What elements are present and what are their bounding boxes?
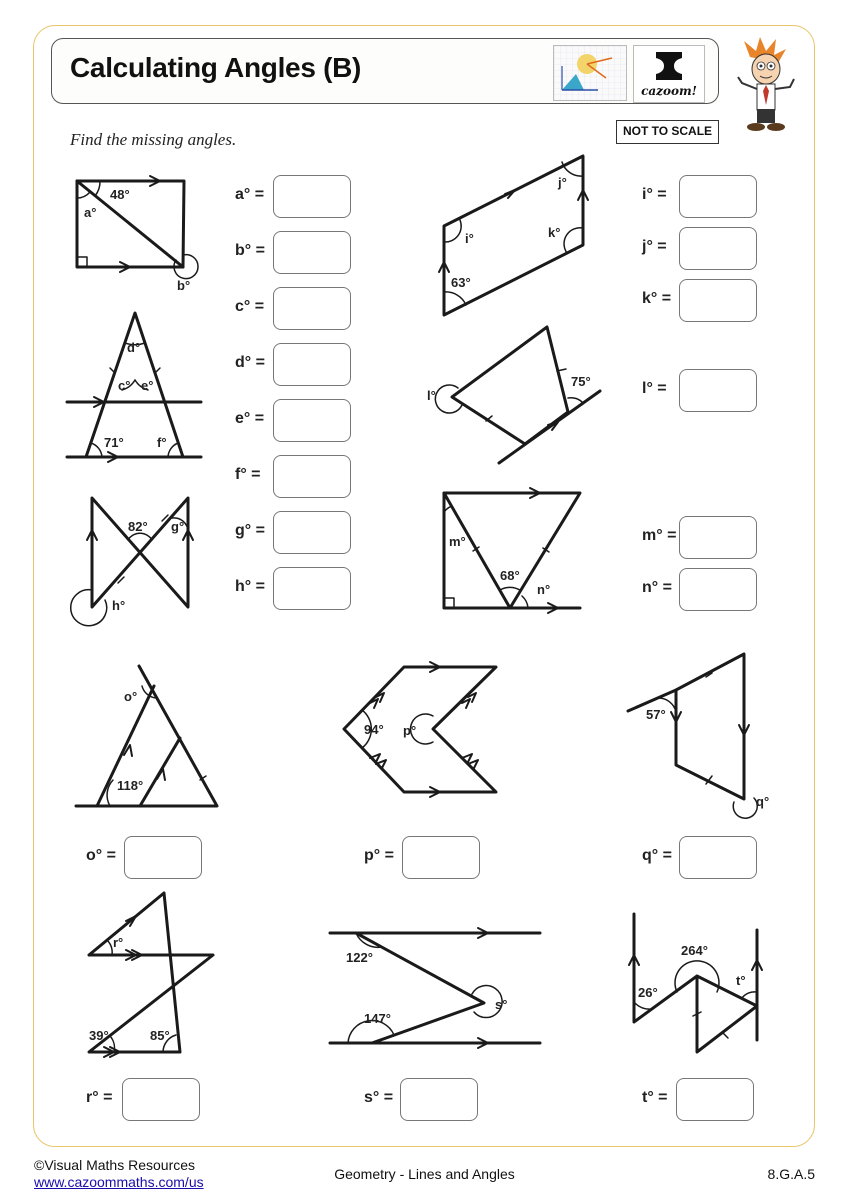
website-link[interactable]: www.cazoommaths.com/us: [34, 1174, 204, 1190]
answer-box-f[interactable]: [273, 455, 351, 498]
diagram-5: [435, 327, 600, 463]
angle-label: 57°: [646, 707, 666, 722]
angle-label: a°: [84, 205, 97, 220]
angle-label: 71°: [104, 435, 124, 450]
angle-label: 147°: [364, 1011, 391, 1026]
angle-label: 122°: [346, 950, 373, 965]
not-to-scale-badge: NOT TO SCALE: [616, 120, 719, 144]
angle-label: 82°: [128, 519, 148, 534]
angle-label: 94°: [364, 722, 384, 737]
angle-label: j°: [558, 175, 567, 190]
angle-label: 26°: [638, 985, 658, 1000]
diagram-3: [71, 498, 193, 626]
copyright-text: ©Visual Maths Resources: [34, 1157, 196, 1173]
answer-label-c: c° =: [235, 298, 265, 315]
answer-label-r: r° =: [86, 1089, 113, 1106]
angle-label: k°: [548, 225, 561, 240]
angle-label: p°: [403, 723, 417, 738]
answer-label-j: j° =: [642, 238, 667, 255]
footer-topic: Geometry - Lines and Angles: [334, 1166, 515, 1182]
angle-label: i°: [465, 231, 474, 246]
diagram-2: [67, 313, 201, 462]
angle-label: 85°: [150, 1028, 170, 1043]
diagram-1: [77, 176, 198, 279]
answer-label-a: a° =: [235, 186, 265, 203]
angle-label: q°: [756, 794, 770, 809]
angle-label: 63°: [451, 275, 471, 290]
answer-box-b[interactable]: [273, 231, 351, 274]
angle-label: c°: [118, 378, 131, 393]
angle-label: 264°: [681, 943, 708, 958]
angle-label: 39°: [89, 1028, 109, 1043]
answer-box-a[interactable]: [273, 175, 351, 218]
answer-box-n[interactable]: [679, 568, 757, 611]
answer-label-h: h° =: [235, 578, 265, 595]
answer-box-d[interactable]: [273, 343, 351, 386]
answer-box-h[interactable]: [273, 567, 351, 610]
diagram-1-labels: [84, 187, 190, 293]
answer-label-p: p° =: [364, 847, 394, 864]
cazoom-logo-text: cazoom!: [641, 84, 697, 98]
answer-label-g: g° =: [235, 522, 265, 539]
answer-box-g[interactable]: [273, 511, 351, 554]
answer-label-f: f° =: [235, 466, 261, 483]
answer-box-t[interactable]: [676, 1078, 754, 1121]
angle-label: r°: [113, 935, 124, 950]
angle-label: f°: [157, 435, 167, 450]
angle-label: o°: [124, 689, 138, 704]
angle-label: 118°: [117, 778, 144, 793]
answer-box-p[interactable]: [402, 836, 480, 879]
angle-label: 68°: [500, 568, 520, 583]
angle-label: h°: [112, 598, 126, 613]
answer-box-i[interactable]: [679, 175, 757, 218]
instruction-text: Find the missing angles.: [70, 130, 237, 149]
answer-box-c[interactable]: [273, 287, 351, 330]
answer-label-n: n° =: [642, 579, 672, 596]
answer-label-t: t° =: [642, 1089, 668, 1106]
angle-label: 75°: [571, 374, 591, 389]
answer-box-q[interactable]: [679, 836, 757, 879]
answer-label-k: k° =: [642, 290, 672, 307]
answer-box-e[interactable]: [273, 399, 351, 442]
answer-label-m: m° =: [642, 527, 677, 544]
diagram-6: [444, 488, 580, 613]
angle-label: b°: [177, 278, 191, 293]
answer-label-q: q° =: [642, 847, 672, 864]
answer-label-b: b° =: [235, 242, 265, 259]
answer-box-k[interactable]: [679, 279, 757, 322]
diagram-9-labels: [646, 707, 769, 809]
angle-label: m°: [449, 534, 466, 549]
answer-label-d: d° =: [235, 354, 265, 371]
answer-box-j[interactable]: [679, 227, 757, 270]
answer-label-i: i° =: [642, 186, 667, 203]
answer-box-l[interactable]: [679, 369, 757, 412]
worksheet-title: Calculating Angles (B): [70, 52, 362, 83]
footer-standard: 8.G.A.5: [767, 1166, 815, 1182]
angle-label: 48°: [110, 187, 130, 202]
answer-box-o[interactable]: [124, 836, 202, 879]
answer-box-s[interactable]: [400, 1078, 478, 1121]
angle-label: e°: [141, 378, 154, 393]
diagram-7-labels: [117, 689, 143, 793]
answer-label-o: o° =: [86, 847, 116, 864]
answer-label-l: l° =: [642, 380, 667, 397]
diagram-11: [330, 928, 540, 1048]
answer-label-e: e° =: [235, 410, 265, 427]
angle-label: n°: [537, 582, 551, 597]
diagram-7: [76, 666, 217, 806]
angle-label: s°: [495, 997, 508, 1012]
angle-label: g°: [171, 519, 185, 534]
angle-label: l°: [427, 388, 436, 403]
angle-label: t°: [736, 973, 746, 988]
angle-label: d°: [127, 340, 141, 355]
diagram-2-labels: [104, 340, 167, 450]
answer-box-r[interactable]: [122, 1078, 200, 1121]
answer-box-m[interactable]: [679, 516, 757, 559]
diagram-8-labels: [364, 722, 416, 738]
diagram-11-labels: [346, 950, 507, 1026]
diagram-9: [628, 654, 757, 818]
answer-label-s: s° =: [364, 1089, 394, 1106]
